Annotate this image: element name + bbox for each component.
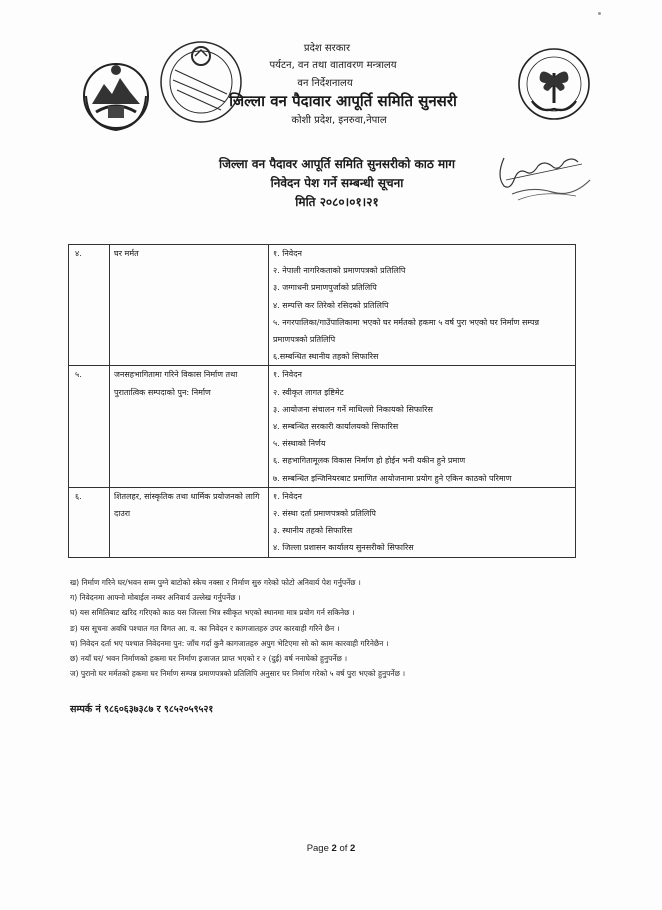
header-line-2: पर्यटन, वन तथा वातावरण मन्त्रालय bbox=[269, 60, 397, 71]
footer-total-pages: 2 bbox=[350, 843, 356, 854]
document-item: २. नेपाली नागरिकताको प्रमाणपत्रको प्रतिलिपि bbox=[273, 266, 406, 276]
document-item: १. निवेदन bbox=[273, 491, 302, 501]
document-item: ५. नगरपालिका/गाउँपालिकामा भएको घर मर्मतको हकमा ५ वर्ष पुरा भएको घर निर्माण सम्पन्न प्रमाणपत्रको प्रतिलिपि bbox=[273, 317, 540, 345]
speck bbox=[598, 12, 601, 15]
row-number: ४. bbox=[69, 245, 110, 366]
note-kha: ख) निर्माण गरिने घर/भवन सम्म पुग्ने बाटोको स्केच नक्सा र निर्माण सुरु गरेको फोटो अनिवार्य पेश गर्नुपर्नेछ । bbox=[70, 578, 361, 587]
document-item: ४. सम्पत्ति कर तिरेको रसिदको प्रतिलिपि bbox=[273, 300, 389, 310]
document-item: ४. सम्बन्धित सरकारी कार्यालयको सिफारिस bbox=[273, 422, 399, 432]
note-gha: घ) यस समितिबाट खरिद गरिएको काठ यस जिल्ला भित्र स्वीकृत भएको स्थानमा मात्र प्रयोग गर्न सकिनेछ । bbox=[70, 608, 355, 618]
row-purpose: शितलहर, सांस्कृतिक तथा धार्मिक प्रयोजनको लागि दाउरा bbox=[110, 487, 269, 557]
row-purpose: जनसहभागितामा गरिने विकास निर्माण तथा पुरातात्विक सम्पदाको पुन: निर्माण bbox=[110, 366, 269, 487]
row-number: ६. bbox=[69, 487, 110, 557]
footer-current-page: 2 bbox=[331, 843, 337, 854]
table-row bbox=[69, 245, 576, 366]
notice-title-2: निवेदन पेश गर्ने सम्बन्धी सूचना bbox=[270, 176, 404, 190]
note-ja: ज) पुरानो घर मर्मतको हकमा घर निर्माण सम्पन्न प्रमाणपत्रको प्रतिलिपि अनुसार घर निर्माण गरेको ५ वर्ष पुरा भएको हुनुपर्नेछ । bbox=[70, 669, 406, 679]
header-office-name: जिल्ला वन पैदावार आपूर्ति समिति सुनसरी bbox=[229, 92, 457, 110]
document-item: ५. संस्थाको निर्णय bbox=[273, 439, 326, 449]
document-item: ३. स्थानीय तहको सिफारिस bbox=[273, 526, 353, 536]
document-item: ४. जिल्ला प्रशासन कार्यालय सुनसरीको सिफारिस bbox=[273, 543, 414, 553]
note-chha: छ) नयाँ घर/ भवन निर्माणको हकमा घर निर्माण इजाजत प्राप्त भएको र २ (दुई) वर्ष ननाघेको हुनुपर्नेछ । bbox=[70, 654, 348, 664]
table-row bbox=[69, 487, 576, 557]
document-item: २. स्वीकृत लागत इष्टिमेट bbox=[273, 387, 344, 397]
row-documents bbox=[269, 366, 576, 487]
table-row bbox=[69, 366, 576, 487]
document-item: ३. आयोजना संचालन गर्ने माथिल्लो निकायको सिफारिस bbox=[273, 404, 433, 414]
header-line-3: वन निर्देशनालय bbox=[297, 78, 353, 89]
document-item: २. संस्था दर्ता प्रमाणपत्रको प्रतिलिपि bbox=[273, 509, 376, 519]
header-line-1: प्रदेश सरकार bbox=[303, 43, 351, 54]
document-item: ६. सहभागितामूलक विकास निर्माण हो होईन भनी यकीन हुने प्रमाण bbox=[273, 456, 466, 466]
document-item: ७. सम्बन्धित इन्जिनियरबाट प्रमाणित आयोजनामा प्रयोग हुने एकिन काठको परिमाण bbox=[273, 473, 512, 483]
document-item: १. निवेदन bbox=[273, 249, 302, 258]
footer-sep: of bbox=[336, 843, 351, 854]
note-nga: ङ) यस सूचना अवधि पश्चात गत विगत आ. व. का निवेदन र कागजातहरु उपर कारवाही गरिने छैन । bbox=[70, 623, 340, 633]
row-documents bbox=[269, 245, 576, 366]
page-footer bbox=[0, 843, 662, 854]
note-ga: ग) निवेदनमा आफ्नो मोबाईल नम्बर अनिवार्य उल्लेख गर्नुपर्नेछ । bbox=[70, 593, 241, 603]
row-number: ५. bbox=[69, 366, 110, 487]
header-address: कोशी प्रदेश, इनरुवा,नेपाल bbox=[291, 115, 387, 126]
document-item: १. निवेदन bbox=[273, 370, 302, 380]
requirements-table bbox=[68, 244, 576, 558]
notice-date: मिति २०८०।०१।२१ bbox=[295, 195, 379, 209]
row-documents bbox=[269, 487, 576, 557]
notice-title-1: जिल्ला वन पैदावर आपूर्ति समिति सुनसरीको काठ माग bbox=[218, 157, 456, 171]
notes-list bbox=[70, 575, 590, 681]
document-item: ६.सम्बन्धित स्थानीय तहको सिफारिस bbox=[273, 352, 379, 362]
row-purpose: घर मर्मत bbox=[110, 245, 269, 366]
contact-numbers: सम्पर्क नं ९८६०६३७३८७ र ९८५२०५९५२१ bbox=[70, 704, 214, 715]
note-cha: च) निवेदन दर्ता भए पश्चात निवेदनमा पुन: जाँच गर्दा कुनै कागजातहरु अपुग भेटिएमा सो को काम कारवाही गरिनेछैन । bbox=[70, 638, 389, 648]
document-item: ३. जग्गाधनी प्रमाणपुर्जाको प्रतिलिपि bbox=[273, 283, 377, 293]
footer-prefix: Page bbox=[306, 843, 332, 854]
